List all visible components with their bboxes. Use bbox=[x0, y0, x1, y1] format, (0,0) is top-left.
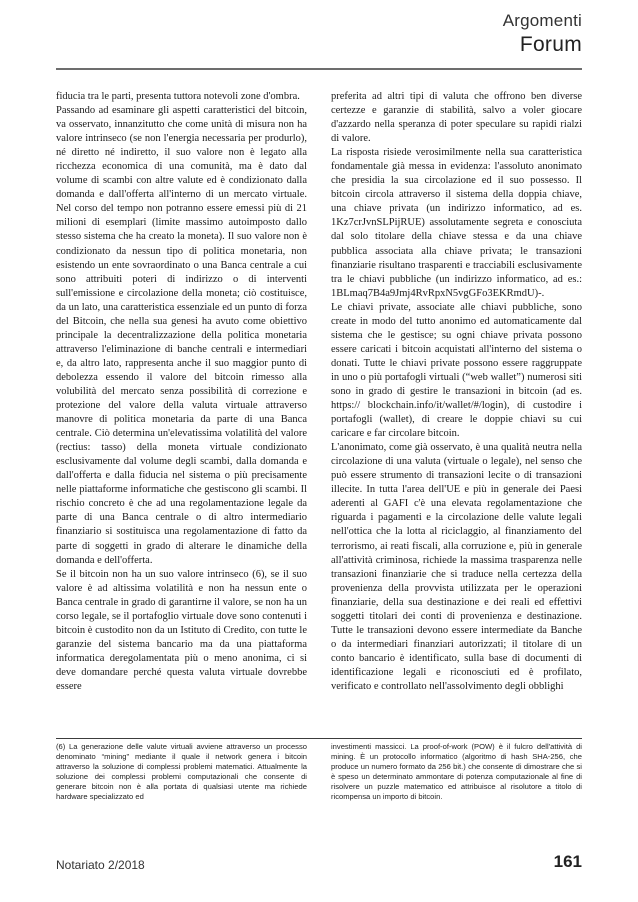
header-divider bbox=[56, 68, 582, 70]
journal-issue: Notariato 2/2018 bbox=[56, 858, 145, 872]
section-label: Argomenti bbox=[502, 11, 582, 30]
paragraph: Le chiavi private, associate alle chiavi pubbliche, sono create in modo del tutto anonimo ed automaticamente dal sistema che le gestisce; su ogni chiave privata possono essere caricati i bitcoin acquistati all'interno del sistema o donati. Tutte le chiavi private possono essere raggruppate in uno o più portafogli virtuali (“web wallet”) numerosi siti sono in grado di gestire le transazioni in bitcoin (ad es. https:// blockchain.info/it/wallet/#/login), di custodire i portafogli (wallet), di creare le doppie chiavi su cui caricare e far circolare bitcoin. bbox=[331, 301, 582, 440]
footnote-divider bbox=[56, 738, 582, 739]
paragraph: Passando ad esaminare gli aspetti caratteristici del bitcoin, va osservato, innanzitutto che come unità di misura non ha valore intrinseco (se non l'energia necessaria per produrlo), né diretto né indiretto, il suo valore non è legato alla ricchezza economica di una comunità, ma è dato dal volume di scambi con altre valute ed è condizionato dalla domanda e dall'offerta all'interno di un mercato virtuale. Nel corso del tempo non potranno essere emessi più di 21 milioni di esemplari (limite massimo autoimposto dallo stesso sistema che ha creato la moneta). Il suo valore non è condizionato da nessun tipo di politica monetaria, non esistendo un ente sovraordinato o una Banca centrale a cui sono attribuiti poteri di indirizzo o di interventi sull'emissione e circolazione della moneta; ciò costituisce, da un lato, una caratteristica essenziale ed un punto di forza del Bitcoin, che nella sua genesi ha avuto come obiettivo principale la decentralizzazione della politica monetaria attraverso l'eliminazione di banche centrali e intermediari e, da altro lato, rappresenta anche il suo maggior punto di debolezza essendo il valore del bitcoin rimesso alla volubilità del mercato senza possibilità di correzione e protezione del valore della valuta virtuale attraverso manovre di politica monetaria da parte di una Banca centrale. Ciò determina un'elevatissima volatilità del valore (rectius: tasso) della moneta virtuale condizionato esclusivamente dal volume degli scambi, dalla domanda e dall'offerta e dalla fiducia nel sistema o più precisamente nelle piattaforme informatiche che gestiscono gli scambi. Il rischio concreto è che ad una regolamentazione legale da parte di una Banca centrale o di altro intermediario finanziario si sostituisca una regolamentazione di fatto da parte di soggetti in grado di alterare le dinamiche della domanda e dell'offerta. bbox=[56, 105, 307, 566]
paragraph: preferita ad altri tipi di valuta che offrono ben diverse certezze e garanzie di stabilità, salvo a voler giocare d'azzardo nella speranza di poter speculare su rapidi rialzi di valore. bbox=[331, 91, 582, 145]
footnote-left: (6) La generazione delle valute virtuali avviene attraverso un processo denominato “mining” mediante il quale il network genera i bitcoin attraverso la soluzione di complessi problemi matematici. Attualmente la soluzione dei complessi problemi computazionali che consente di generare bitcoin non è alla portata di qualsiasi utente ma richiede hardware specializzato ed bbox=[56, 742, 307, 802]
body-column-right bbox=[331, 90, 582, 730]
paragraph: L'anonimato, come già osservato, è una qualità neutra nella circolazione di una valuta (virtuale o legale), nel senso che può essere strumento di transazioni lecite o di transazioni illecite. In tutta l'area dell'UE e più in generale dei Paesi aderenti al GAFI c'è una elevata regolamentazione che riguarda i pagamenti e la circolazione delle valute legali nell'ottica che la lotta al riciclaggio, al finanziamento del terrorismo, ai reati fiscali, alla corruzione e, più in generale all'attività criminosa, richiede la massima trasparenza nelle transazioni finanziarie che si traduce nella certezza della provenienza della provvista utilizzata per le operazioni finanziarie, della sua destinazione e dei reali ed effettivi soggetti titolari dei conti di provenienza e destinazione. Tutte le transazioni devono essere intermediate da Banche o da intermediari finanziari autorizzati; il titolare di un conto bancario è identificato, sulla base di documenti di identificazione legali e riconosciuti ed è profilato, verificato e controllato nell'assolvimento degli obblighi bbox=[331, 442, 582, 692]
paragraph: Se il bitcoin non ha un suo valore intrinseco (6), se il suo valore è ad altissima volatilità e non ha nessun ente o Banca centrale in grado di garantirne il valore, se non ha un corso legale, se il portafoglio virtuale dove sono contenuti i bitcoin è custodito non da un Istituto di Credito, con tutte le garanzie del sistema bancario ma da una piattaforma informatica deregolamentata più o meno anonima, ci si deve domandare perché questa valuta virtuale dovrebbe essere bbox=[56, 568, 307, 692]
paragraph: La risposta risiede verosimilmente nella sua caratteristica fondamentale già messa in evidenza: l'assoluto anonimato che presidia la sua circolazione ed il suo possesso. Il bitcoin circola attraverso il sistema della doppia chiave, una chiave privata (un indirizzo informatico, ad es. 1Kz7crJvnSLPijRUE) assolutamente segreta e conosciuta dal solo titolare della chiave stessa e da una chiave pubblica associata alla chiave privata; le transazioni finanziarie risultano trasparenti e tracciabili esclusivamente tra le chiavi pubbliche (un indirizzo informatico, ad es.: 1BLmaq7B4a9Jmj4RvRpxN5vgGFo3EKRmdU)-. bbox=[331, 147, 582, 299]
section-title: Forum bbox=[519, 33, 582, 56]
body-column-left bbox=[56, 90, 307, 730]
footnote-right: investimenti massicci. La proof-of-work (POW) è il fulcro dell'attività di mining. È un protocollo informatico (algoritmo di hash SHA-256, che produce un numero formato da 256 bit.) che consente di dimostrare che si è speso un determinato ammontare di potenza computazionale al fine di risolvere un puzzle matematico ed attribuisce al risolutore a titolo di ricompensa un importo di bitcoin. bbox=[331, 742, 582, 802]
paragraph: fiducia tra le parti, presenta tuttora notevoli zone d'ombra. bbox=[56, 91, 300, 102]
page-number: 161 bbox=[553, 852, 582, 871]
